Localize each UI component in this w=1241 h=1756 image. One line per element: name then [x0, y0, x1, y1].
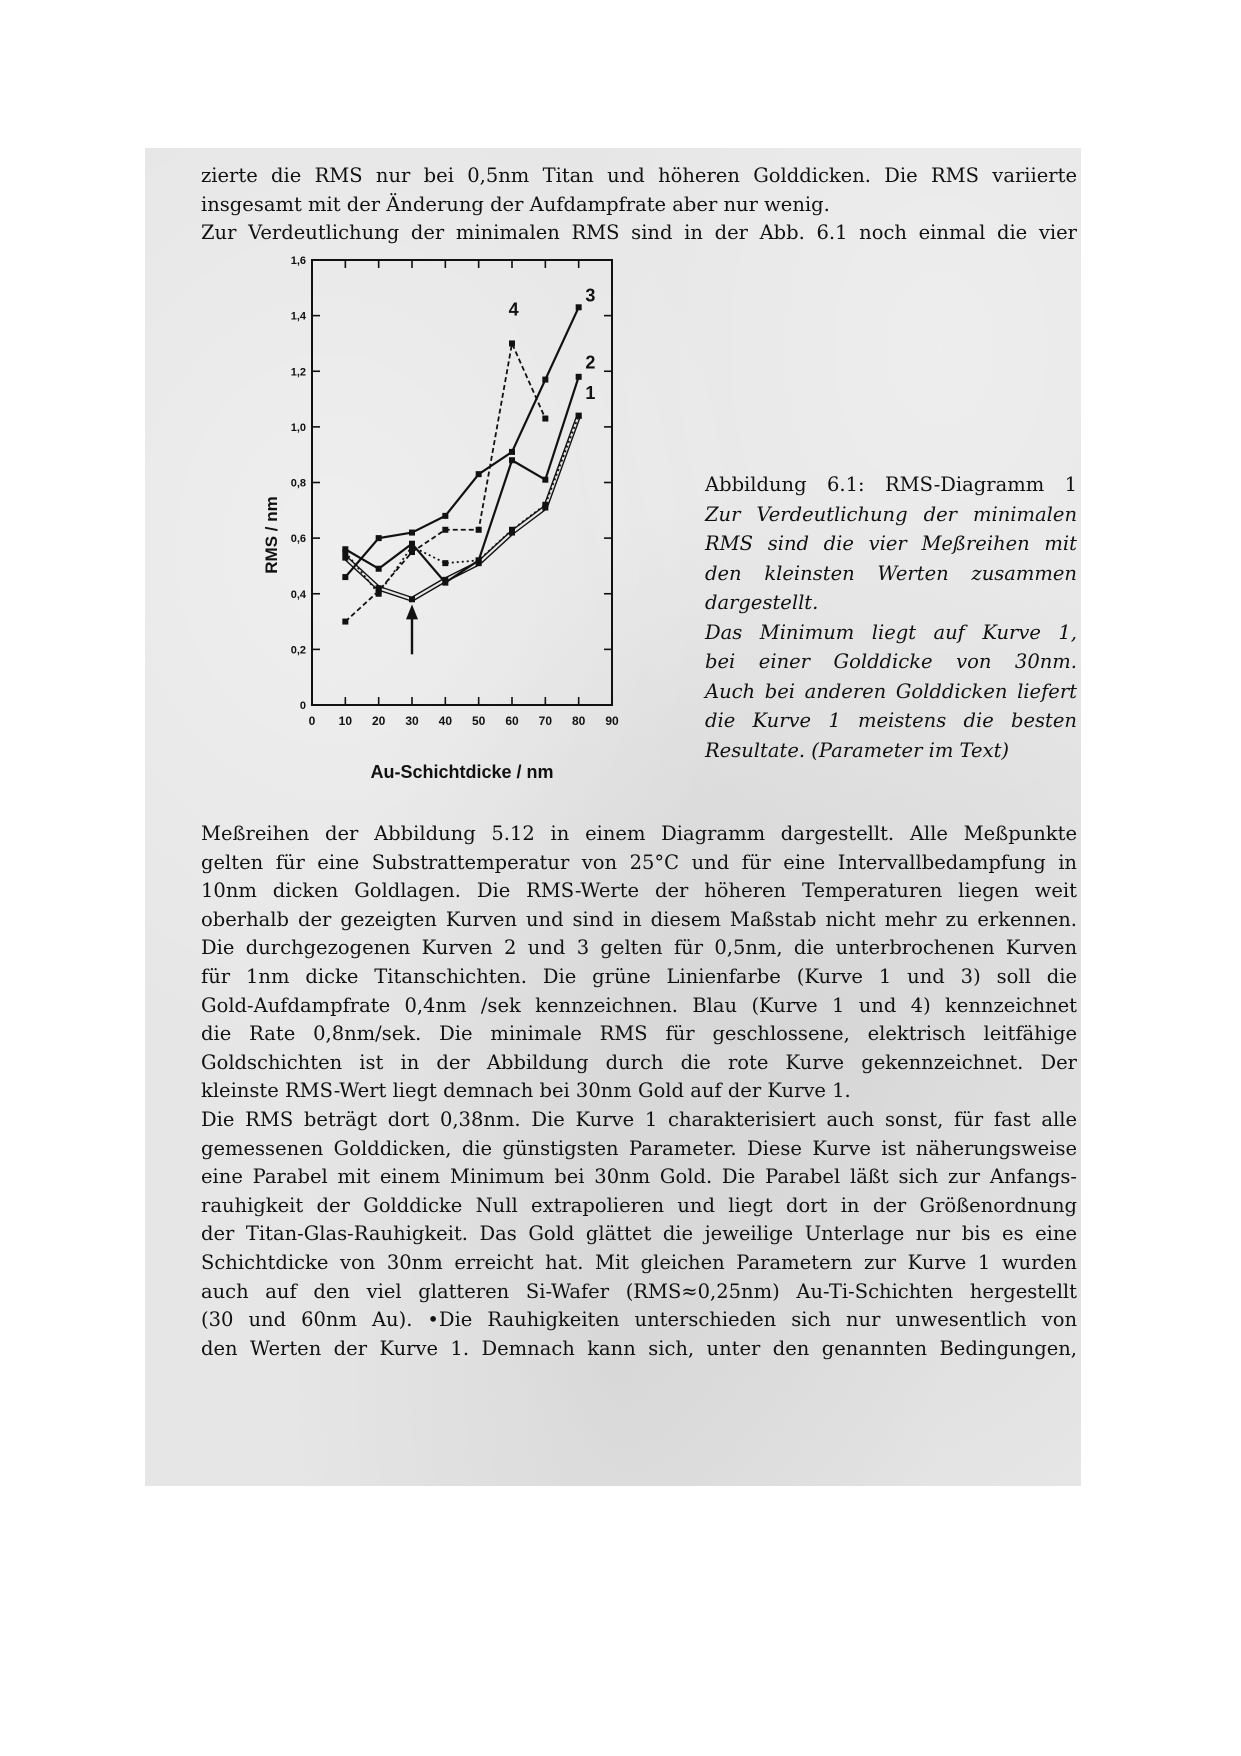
caption-line: bei einer Golddicke von 30nm. [705, 650, 1077, 673]
text-line: rauhigkeit der Golddicke Null extrapolieren und liegt dort in der Größenordnung [201, 1193, 1077, 1217]
x-tick-label: 50 [471, 714, 486, 728]
text-line: oberhalb der gezeigten Kurven und sind in diesem Maßstab nicht mehr zu erkennen. [201, 907, 1077, 931]
y-tick-label: 1,4 [290, 310, 306, 323]
chart-frame [312, 260, 612, 705]
paragraph-top [201, 162, 1077, 248]
data-point [509, 340, 515, 346]
scanned-page [145, 148, 1081, 1486]
curve-label: 2 [585, 352, 596, 373]
data-point [476, 557, 482, 563]
data-point [509, 449, 515, 455]
text-line: insgesamt mit der Änderung der Aufdampfrate aber nur wenig. [201, 192, 830, 216]
caption-line: Resultate. (Parameter im Text) [705, 738, 1010, 762]
y-tick-label: 0,6 [290, 533, 306, 546]
text-line: gelten für eine Substrattemperatur von 25°C und für eine Intervallbedampfung in [201, 850, 1077, 874]
y-tick-label: 0,4 [290, 588, 306, 601]
data-point [409, 549, 415, 555]
data-point [509, 527, 515, 533]
paragraph-bottom [201, 820, 1077, 1363]
text-line: kleinste RMS-Wert liegt demnach bei 30nm Gold auf der Kurve 1. [201, 1079, 851, 1103]
text-line: Die RMS beträgt dort 0,38nm. Die Kurve 1 charakterisiert auch sonst, für fast alle [201, 1107, 1077, 1131]
data-point [442, 513, 448, 519]
data-point [342, 549, 348, 555]
data-point [342, 619, 348, 625]
data-point [442, 560, 448, 566]
x-tick-label: 10 [338, 714, 353, 728]
text-line: zierte die RMS nur bei 0,5nm Titan und höheren Golddicken. Die RMS variierte [201, 164, 1077, 187]
chart-series [342, 304, 581, 624]
x-tick-label: 70 [538, 714, 553, 728]
data-point [409, 530, 415, 536]
caption-line: Auch bei anderen Golddicken liefert [705, 679, 1077, 703]
data-point [476, 471, 482, 477]
y-tick-label: 1,6 [290, 255, 306, 267]
data-point [409, 543, 415, 549]
rms-chart [255, 250, 715, 800]
curve-label: 1 [585, 383, 596, 404]
data-point [376, 535, 382, 541]
data-point [509, 457, 515, 463]
data-point [576, 413, 582, 419]
x-tick-label: 90 [605, 714, 619, 728]
curve-label: 4 [508, 299, 519, 320]
y-axis-label: RMS / nm [262, 496, 281, 574]
data-point [542, 477, 548, 483]
data-point [342, 555, 348, 561]
caption-line: Zur Verdeutlichung der minimalen [705, 502, 1077, 526]
data-point [342, 574, 348, 580]
x-tick-label: 30 [405, 714, 419, 728]
caption-line: dargestellt. [705, 591, 819, 614]
caption-line: die Kurve 1 meistens die besten [705, 709, 1077, 732]
text-line: eine Parabel mit einem Minimum bei 30nm Gold. Die Parabel läßt sich zur Anfangs- [201, 1165, 1077, 1189]
text-line: Schichtdicke von 30nm erreicht hat. Mit gleichen Parametern zur Kurve 1 wurden [201, 1250, 1077, 1274]
data-point [376, 566, 382, 572]
x-tick-label: 0 [308, 714, 316, 728]
caption-line: RMS sind die vier Meßreihen mit [705, 532, 1077, 555]
data-point [576, 304, 582, 310]
plot-frame [312, 260, 612, 705]
y-tick-label: 0 [299, 700, 306, 712]
text-line: auch auf den viel glatteren Si-Wafer (RMS≈0,25nm) Au-Ti-Schichten hergestellt [201, 1279, 1077, 1303]
text-line: Meßreihen der Abbildung 5.12 in einem Diagramm dargestellt. Alle Meßpunkte [201, 822, 1077, 845]
caption-line: Das Minimum liegt auf Kurve 1, [705, 620, 1077, 644]
caption-line: den kleinsten Werten zusammen [705, 561, 1077, 585]
minimum-arrow-head [406, 604, 418, 619]
text-line: Goldschichten ist in der Abbildung durch die rote Kurve gekennzeichnet. Der [201, 1050, 1077, 1074]
data-point [409, 596, 415, 602]
curve-label: 3 [585, 285, 596, 306]
data-point [542, 377, 548, 383]
x-tick-label: 20 [371, 714, 386, 728]
x-axis-label: Au-Schichtdicke / nm [370, 762, 554, 782]
text-line: der Titan-Glas-Rauhigkeit. Das Gold glättet die jeweilige Unterlage nur bis es eine [201, 1222, 1077, 1246]
data-point [442, 527, 448, 533]
caption-line: Abbildung 6.1: RMS-Diagramm 1 [705, 473, 1077, 496]
text-line: Zur Verdeutlichung der minimalen RMS sind in der Abb. 6.1 noch einmal die vier [201, 221, 1077, 245]
y-tick-label: 1,0 [290, 421, 306, 434]
data-point [376, 591, 382, 597]
data-point [576, 374, 582, 380]
data-point [542, 416, 548, 422]
y-tick-label: 1,2 [290, 366, 306, 379]
text-line: den Werten der Kurve 1. Demnach kann sich, unter den genannten Bedingungen, [201, 1336, 1077, 1360]
x-tick-label: 40 [438, 714, 453, 728]
chart-labels [406, 286, 595, 655]
data-point [476, 527, 482, 533]
text-line: Gold-Aufdampfrate 0,4nm /sek kennzeichnen. Blau (Kurve 1 und 4) kennzeichnet [201, 993, 1077, 1017]
text-line: die Rate 0,8nm/sek. Die minimale RMS für geschlossene, elektrisch leitfähige [201, 1022, 1077, 1046]
text-line: (30 und 60nm Au). •Die Rauhigkeiten unterschieden sich nur unwesentlich von [201, 1308, 1077, 1332]
x-tick-label: 80 [571, 714, 586, 728]
text-line: 10nm dicken Goldlagen. Die RMS-Werte der höheren Temperaturen liegen weit [201, 879, 1077, 903]
text-line: Die durchgezogenen Kurven 2 und 3 gelten für 0,5nm, die unterbrochenen Kurven [201, 936, 1077, 960]
x-tick-label: 60 [505, 714, 519, 728]
data-point [542, 502, 548, 508]
data-point [442, 580, 448, 586]
y-tick-label: 0,2 [290, 644, 306, 657]
text-line: für 1nm dicke Titanschichten. Die grüne Linienfarbe (Kurve 1 und 3) soll die [201, 964, 1077, 988]
text-line: gemessenen Golddicken, die günstigsten Parameter. Diese Kurve ist näherungsweise [201, 1136, 1077, 1160]
y-tick-label: 0,8 [290, 477, 306, 490]
figure-caption [705, 470, 1077, 765]
